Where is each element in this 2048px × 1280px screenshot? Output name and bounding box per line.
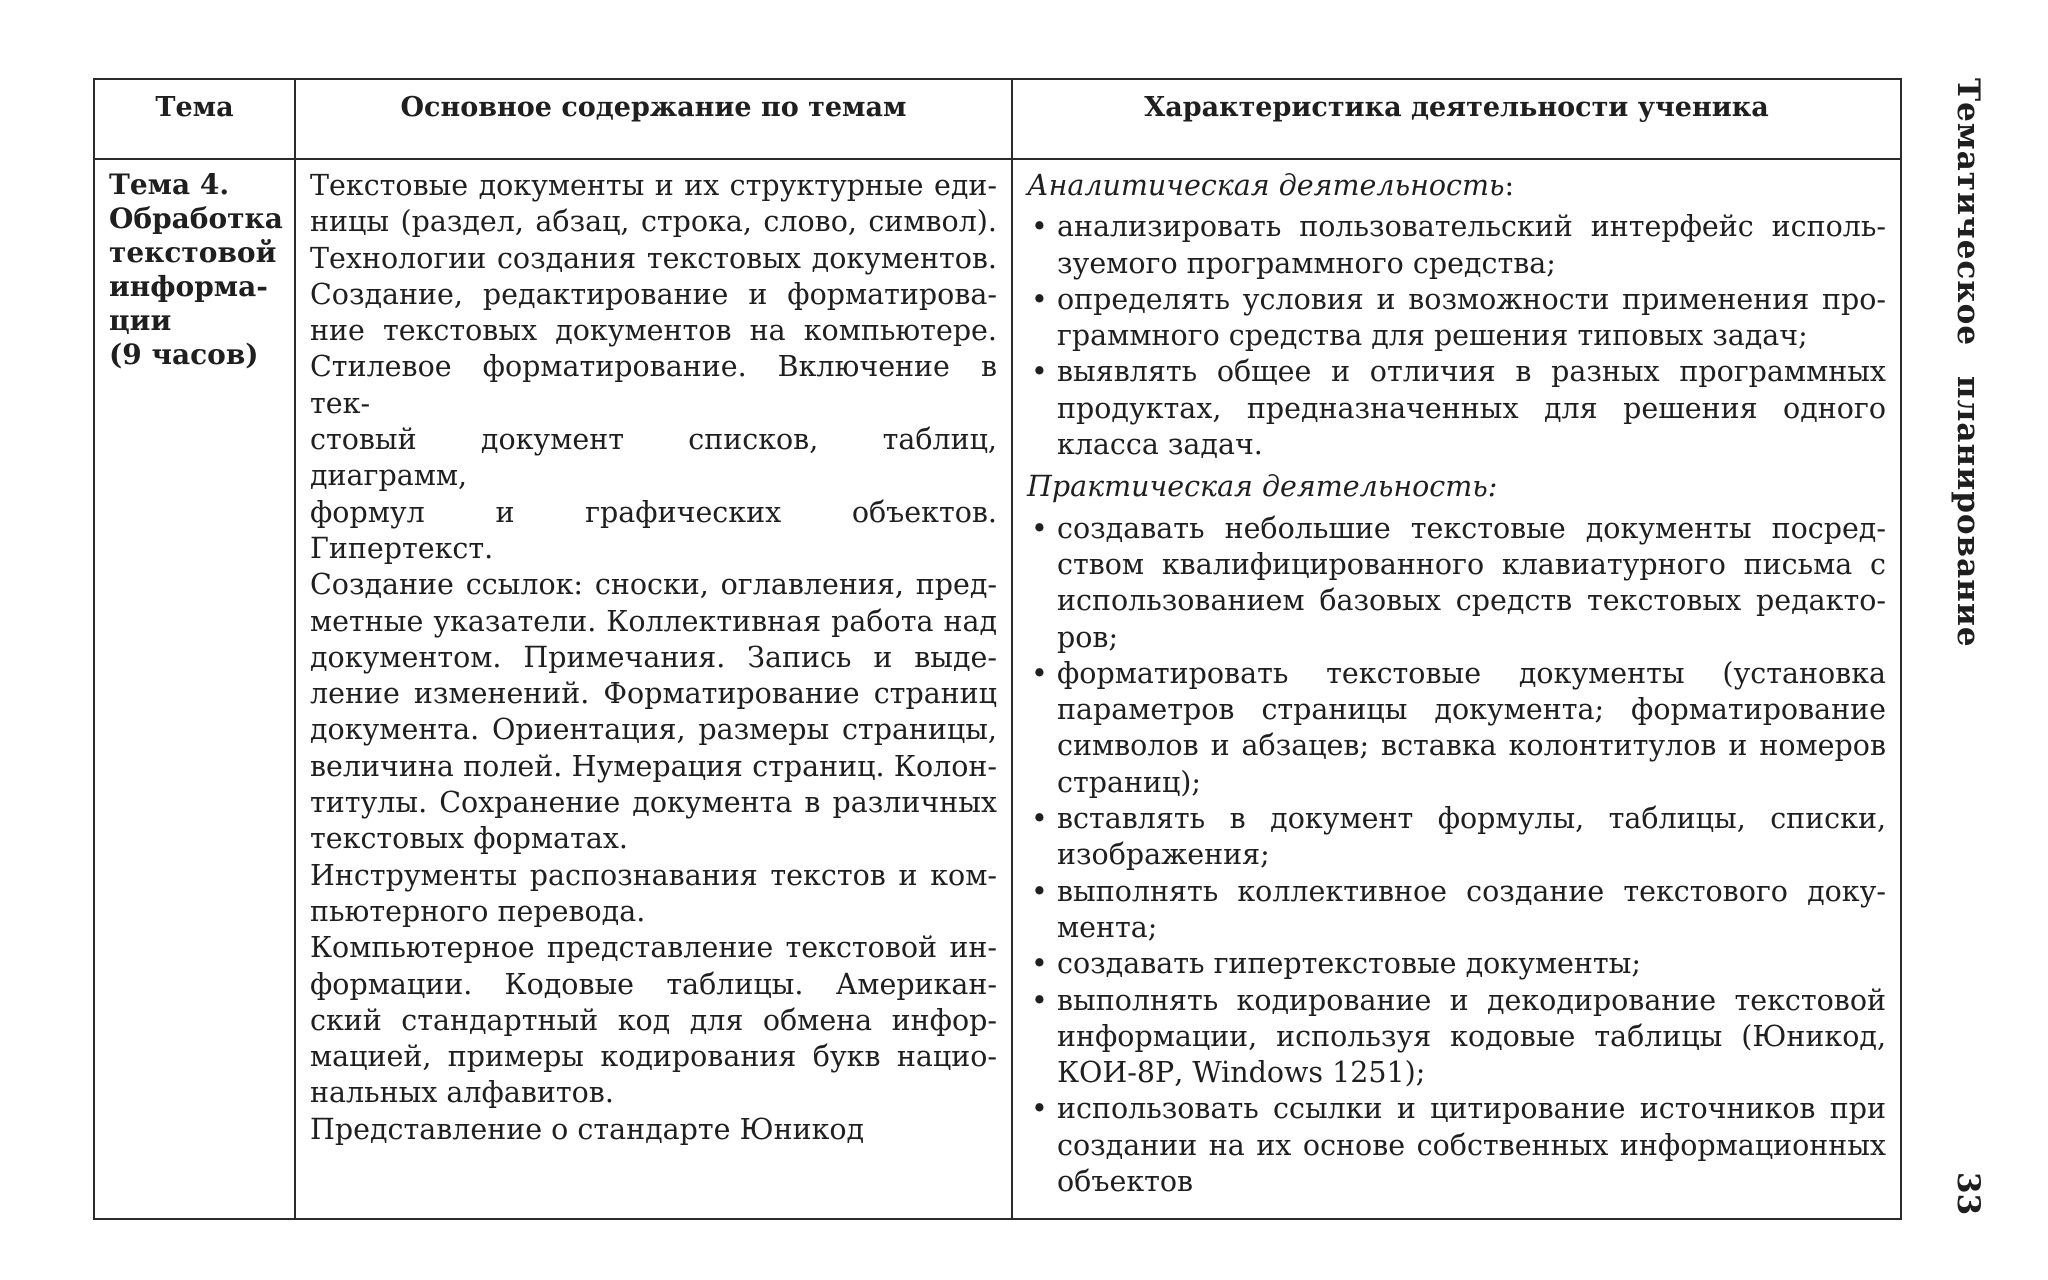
item-line: определять условия и возможности применения про- [1057, 282, 1886, 316]
bullet-icon: • [1031, 947, 1048, 981]
item-line: ров; [1057, 620, 1119, 654]
thematic-planning-table [93, 78, 1902, 1220]
content-line: Стилевое форматирование. Включение в тек- [310, 350, 997, 420]
content-line: стовый документ списков, таблиц, диаграмм, [310, 423, 997, 493]
content-line: Инструменты распознавания текстов и ком- [310, 858, 997, 892]
content-line: Компьютерное представление текстовой ин- [310, 931, 997, 965]
content-line: документом. Примечания. Запись и выде- [310, 640, 997, 674]
content-line: Представление о стандарте Юникод [310, 1112, 865, 1146]
bullet-icon: • [1031, 511, 1048, 545]
practical-item [1027, 1091, 1886, 1200]
analytical-title-text: Аналитическая деятельность [1027, 169, 1505, 202]
bullet-icon: • [1031, 355, 1048, 389]
header-topic: Тема [94, 79, 295, 159]
text-line: ции [109, 304, 172, 337]
practical-item [1027, 511, 1886, 656]
item-line: создании на их основе собственных информационных [1057, 1128, 1886, 1162]
item-line: граммного средства для решения типовых задач; [1057, 319, 1808, 353]
text-line: Обработка [109, 202, 283, 235]
item-line: создавать гипертекстовые документы; [1057, 947, 1641, 981]
practical-title: Практическая деятельность: [1027, 470, 1498, 504]
item-line: вставлять в документ формулы, таблицы, списки, [1057, 802, 1886, 836]
item-line: выполнять кодирование и декодирование текстовой [1057, 983, 1886, 1017]
analytical-item [1027, 209, 1886, 282]
running-header: Тематическое планирование [1950, 78, 1986, 648]
bullet-icon: • [1031, 1092, 1048, 1126]
page-number: 33 [1950, 1172, 1986, 1216]
item-line: выявлять общее и отличия в разных программных [1057, 355, 1886, 389]
content-line: формации. Кодовые таблицы. Американ- [310, 967, 997, 1001]
item-line: информации, используя кодовые таблицы (Юникод, [1057, 1019, 1886, 1053]
content-line: Технологии создания текстовых документов. [310, 241, 997, 275]
content-line: метные указатели. Коллективная работа над [310, 604, 997, 638]
content-line: Создание, редактирование и форматирова- [310, 277, 997, 311]
header-activity: Характеристика деятельности ученика [1012, 79, 1901, 159]
item-line: параметров страницы документа; форматирование [1057, 693, 1886, 727]
content-line: нальных алфавитов. [310, 1076, 614, 1110]
header-row [94, 79, 1901, 159]
bullet-icon: • [1031, 802, 1048, 836]
practical-item [1027, 874, 1886, 947]
bullet-icon: • [1031, 282, 1048, 316]
content-line: формул и графических объектов. Гипертекст. [310, 495, 997, 565]
bullet-icon: • [1031, 656, 1048, 690]
analytical-item [1027, 282, 1886, 355]
content-line: документа. Ориентация, размеры страницы, [310, 713, 997, 747]
item-line: символов и абзацев; вставка колонтитулов и номеров [1057, 729, 1886, 763]
item-line: класса задач. [1057, 428, 1263, 462]
item-line: страниц); [1057, 765, 1202, 799]
topic-4-row [94, 159, 1901, 1219]
item-line: КОИ-8Р, Windows 1251); [1057, 1056, 1426, 1090]
practical-item [1027, 801, 1886, 874]
item-line: продуктах, предназначенных для решения одного [1057, 391, 1886, 425]
content-line: мацией, примеры кодирования букв нацио- [310, 1040, 997, 1074]
topic-cell [94, 159, 295, 1219]
text-line: текстовой [109, 236, 277, 269]
activity-cell [1012, 159, 1901, 1219]
content-line: величина полей. Нумерация страниц. Колон- [310, 749, 997, 783]
item-line: использованием базовых средств текстовых редакто- [1057, 584, 1886, 618]
item-line: форматировать текстовые документы (установка [1057, 656, 1886, 690]
item-line: выполнять коллективное создание текстового доку- [1057, 874, 1886, 908]
bullet-icon: • [1031, 874, 1048, 908]
analytical-list [1027, 209, 1886, 463]
item-line: объектов [1057, 1165, 1194, 1199]
item-line: зуемого программного средства; [1057, 246, 1556, 280]
item-line: ством квалифицированного клавиатурного письма с [1057, 547, 1886, 581]
content-line: пьютерного перевода. [310, 894, 646, 928]
content-line: текстовых форматах. [310, 822, 628, 856]
text-line: информа- [109, 270, 268, 303]
item-line: мента; [1057, 910, 1158, 944]
header-content: Основное содержание по темам [295, 79, 1012, 159]
practical-item [1027, 983, 1886, 1092]
content-line: ние текстовых документов на компьютере. [310, 314, 997, 348]
practical-item [1027, 656, 1886, 801]
analytical-item [1027, 354, 1886, 463]
practical-item [1027, 946, 1886, 982]
text-line: (9 часов) [109, 338, 259, 371]
content-line: ский стандартный код для обмена инфор- [310, 1003, 997, 1037]
content-line: Создание ссылок: сноски, оглавления, пред- [310, 568, 997, 602]
item-line: изображения; [1057, 838, 1270, 872]
analytical-title [1027, 168, 1886, 204]
text-line: Тема 4. [109, 168, 230, 201]
content-line: Текстовые документы и их структурные еди- [310, 169, 997, 202]
item-line: анализировать пользовательский интерфейс исполь- [1057, 210, 1886, 244]
content-cell [295, 159, 1012, 1219]
item-line: использовать ссылки и цитирование источников при [1057, 1092, 1886, 1126]
content-line: ницы (раздел, абзац, строка, слово, символ). [310, 205, 997, 239]
content-line: титулы. Сохранение документа в различных [310, 786, 997, 820]
practical-list [1027, 511, 1886, 1201]
bullet-icon: • [1031, 983, 1048, 1017]
bullet-icon: • [1031, 210, 1048, 244]
analytical-title-colon: : [1504, 169, 1515, 202]
item-line: создавать небольшие текстовые документы посред- [1057, 511, 1886, 545]
content-line: ление изменений. Форматирование страниц [310, 677, 997, 711]
